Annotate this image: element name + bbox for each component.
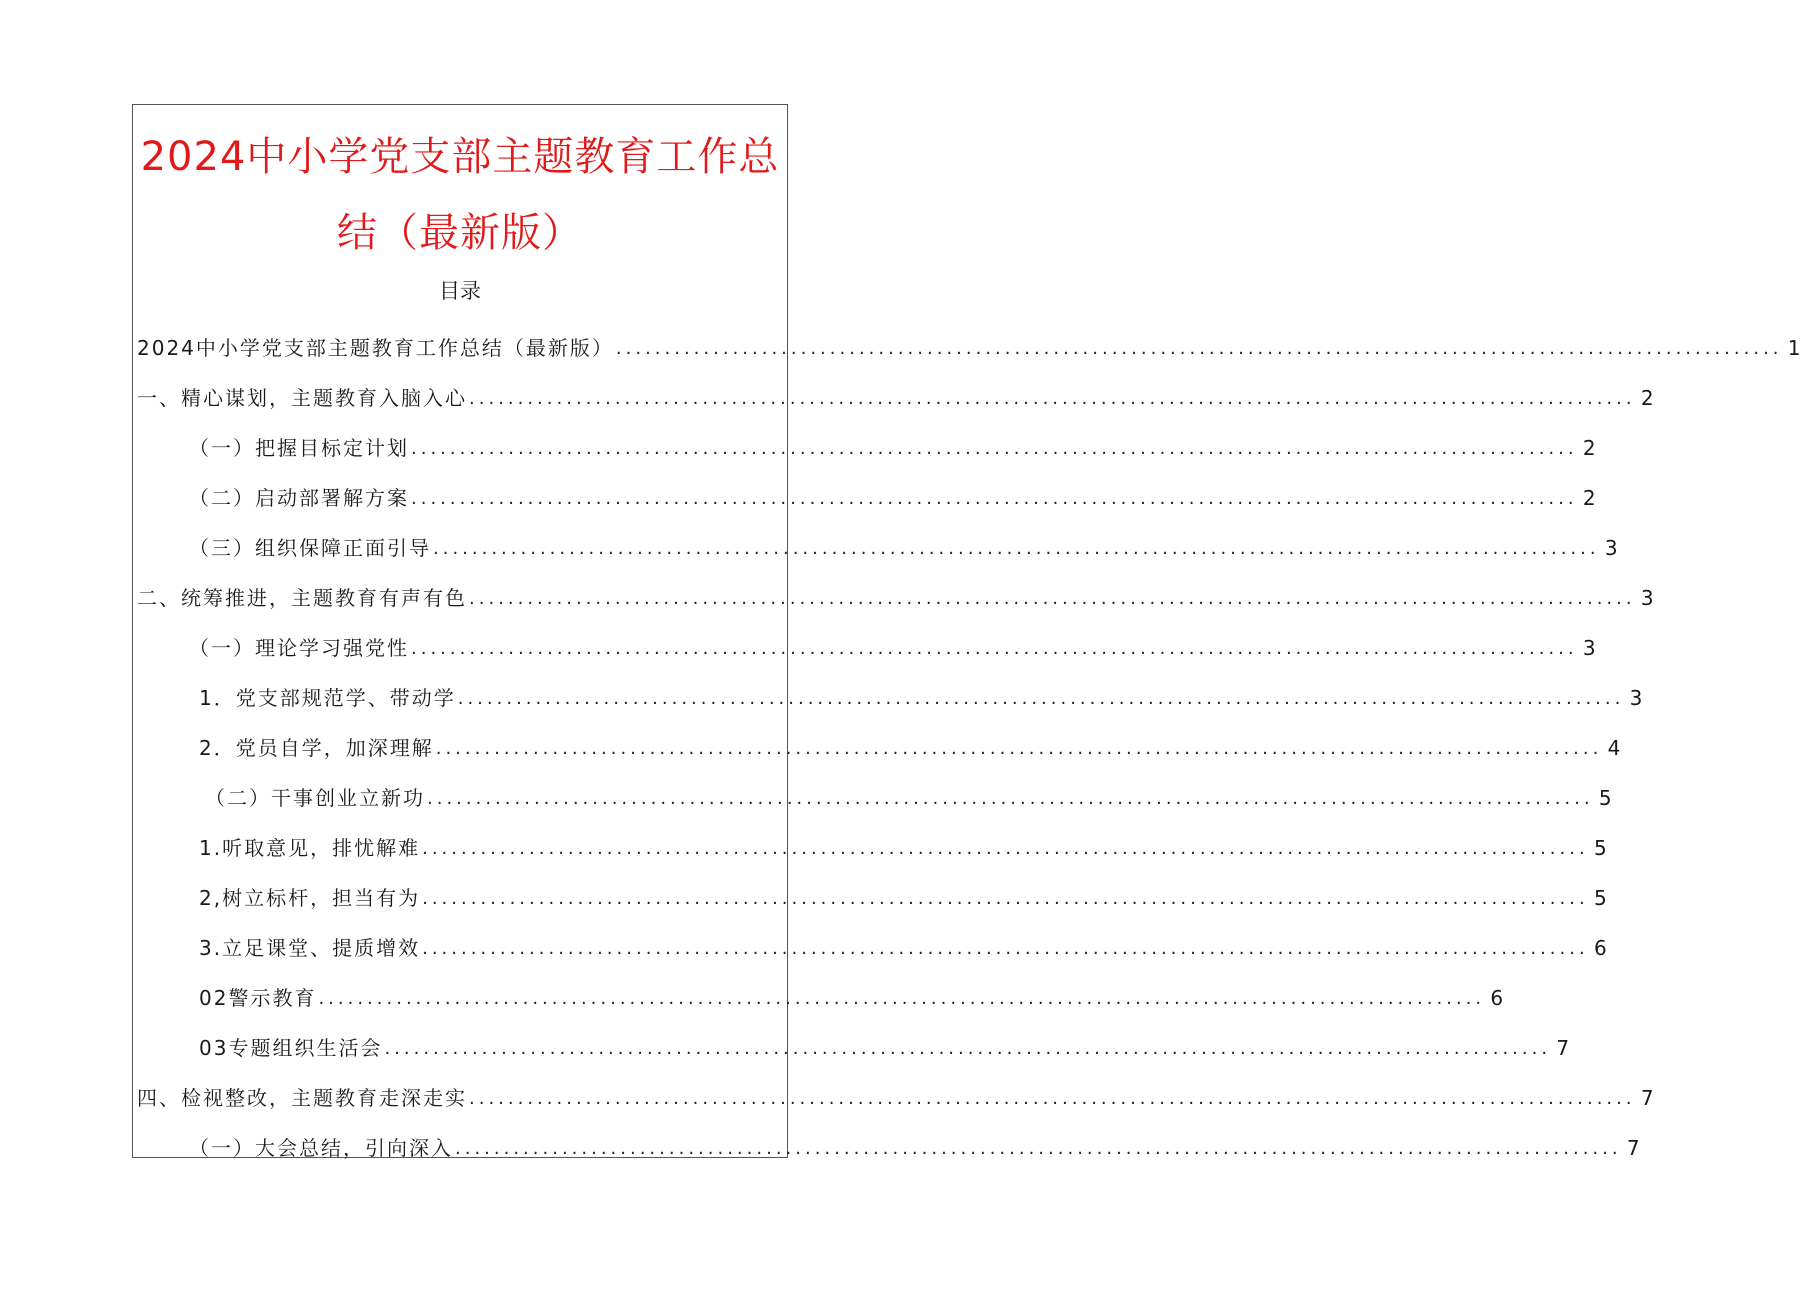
toc-entry-title: 1.听取意见，排忧解难 (199, 836, 421, 860)
toc-entry-title: （二）启动部署解方案 (189, 486, 409, 510)
toc-leader-dots: ........................................................................................................................ (455, 1138, 1622, 1160)
toc-entry-page-number: 2 (1640, 386, 1654, 410)
toc-entry[interactable] (199, 730, 1621, 760)
toc-entry-title: 一、精心谋划，主题教育入脑入心 (137, 386, 467, 410)
toc-entry[interactable] (199, 830, 1607, 860)
toc-entry-page-number: 5 (1593, 836, 1607, 860)
toc-entry[interactable] (137, 580, 1654, 610)
toc-entry-page-number: 7 (1556, 1036, 1570, 1060)
toc-entry[interactable] (189, 530, 1618, 560)
toc-entry-title: 二、统筹推进，主题教育有声有色 (137, 586, 467, 610)
toc-leader-dots: ........................................................................................................................ (469, 388, 1636, 410)
toc-entry[interactable] (189, 430, 1596, 460)
toc-entry-title: 2024中小学党支部主题教育工作总结（最新版） (137, 336, 614, 360)
toc-entry[interactable] (189, 630, 1596, 660)
toc-leader-dots: ........................................................................................................................ (422, 888, 1589, 910)
toc-entry[interactable] (137, 380, 1654, 410)
toc-leader-dots: ........................................................................................................................ (433, 538, 1600, 560)
toc-entry[interactable] (199, 680, 1643, 710)
toc-leader-dots: ........................................................................................................................ (435, 738, 1603, 760)
toc-entry[interactable] (205, 780, 1612, 810)
toc-leader-dots: ........................................................................................................................ (457, 688, 1625, 710)
toc-entry-page-number: 7 (1626, 1136, 1640, 1160)
toc-leader-dots: ........................................................................................................................ (411, 488, 1578, 510)
toc-entry-page-number: 1 (1787, 336, 1801, 360)
toc-entry-page-number: 4 (1607, 736, 1621, 760)
toc-leader-dots: ........................................................................................................................ (384, 1038, 1552, 1060)
toc-entry-title: 02警示教育 (199, 986, 317, 1010)
toc-entry-page-number: 6 (1593, 936, 1607, 960)
toc-entry-title: 2．党员自学，加深理解 (199, 736, 434, 760)
toc-entry[interactable] (199, 980, 1504, 1010)
toc-entry-title: （一）理论学习强党性 (189, 636, 409, 660)
toc-leader-dots: ........................................................................................................................ (318, 988, 1486, 1010)
toc-entry-title: 1．党支部规范学、带动学 (199, 686, 456, 710)
toc-entry-title: （二）干事创业立新功 (205, 786, 425, 810)
toc-leader-dots: ........................................................................................................................ (422, 938, 1589, 960)
document-title-line-1: 2024中小学党支部主题教育工作总 (140, 134, 780, 180)
toc-entry[interactable] (199, 930, 1607, 960)
toc-leader-dots: ........................................................................................................................ (411, 438, 1578, 460)
toc-entry-page-number: 5 (1593, 886, 1607, 910)
toc-entry-title: 四、检视整改，主题教育走深走实 (137, 1086, 467, 1110)
toc-entry-title: （三）组织保障正面引导 (189, 536, 431, 560)
toc-entry-page-number: 2 (1582, 436, 1596, 460)
toc-leader-dots: ........................................................................................................................ (469, 588, 1636, 610)
toc-entry-page-number: 7 (1640, 1086, 1654, 1110)
toc-entry[interactable] (137, 1080, 1654, 1110)
toc-leader-dots: ........................................................................................................................ (427, 788, 1594, 810)
toc-leader-dots: ........................................................................................................................ (469, 1088, 1636, 1110)
toc-entry-page-number: 3 (1640, 586, 1654, 610)
toc-entry-title: 03专题组织生活会 (199, 1036, 383, 1060)
toc-entry-title: 3.立足课堂、提质增效 (199, 936, 421, 960)
toc-entry[interactable] (199, 1030, 1570, 1060)
toc-entry-title: （一）把握目标定计划 (189, 436, 409, 460)
toc-entry[interactable] (189, 1130, 1640, 1160)
toc-leader-dots: ........................................................................................................................ (411, 638, 1578, 660)
toc-leader-dots: ........................................................................................................................ (615, 338, 1783, 360)
toc-entry-page-number: 3 (1629, 686, 1643, 710)
toc-entry-page-number: 5 (1598, 786, 1612, 810)
toc-entry[interactable] (189, 480, 1596, 510)
toc-heading: 目录 (439, 279, 481, 303)
document-title-line-2: 结（最新版） (337, 210, 583, 256)
toc-entry-page-number: 3 (1604, 536, 1618, 560)
toc-leader-dots: ........................................................................................................................ (422, 838, 1589, 860)
toc-entry-page-number: 2 (1582, 486, 1596, 510)
toc-entry-page-number: 3 (1582, 636, 1596, 660)
toc-entry-page-number: 6 (1490, 986, 1504, 1010)
document-page (132, 104, 1801, 1160)
toc-entry[interactable] (137, 330, 1801, 360)
toc-entry[interactable] (199, 880, 1607, 910)
toc-entry-title: （一）大会总结，引向深入 (189, 1136, 453, 1160)
toc-entry-title: 2,树立标杆，担当有为 (199, 886, 421, 910)
